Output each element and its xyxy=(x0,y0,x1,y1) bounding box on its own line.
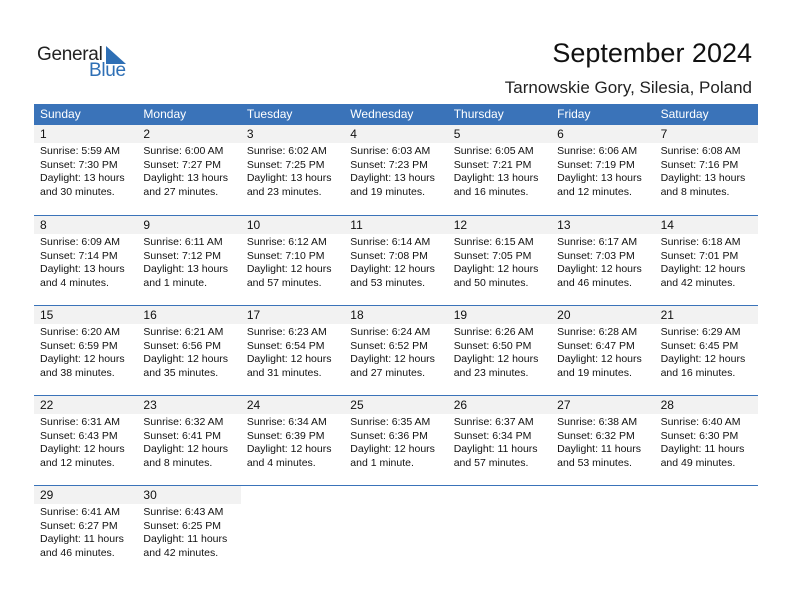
sunset-time: Sunset: 6:39 PM xyxy=(246,429,325,442)
daylight-hours: Daylight: 12 hours xyxy=(557,263,642,275)
calendar-grid xyxy=(34,104,758,575)
daylight-hours: Daylight: 12 hours xyxy=(246,263,332,275)
day-cell xyxy=(34,125,137,215)
day-number: 11 xyxy=(344,216,447,234)
week-row xyxy=(34,305,758,395)
day-details xyxy=(551,143,654,199)
day-number: 23 xyxy=(137,396,240,414)
daylight-minutes: and 27 minutes. xyxy=(350,366,425,379)
daylight-hours: Daylight: 13 hours xyxy=(40,263,125,275)
daylight-minutes: and 23 minutes. xyxy=(246,185,322,198)
daylight-minutes: and 12 minutes. xyxy=(40,456,115,469)
daylight-minutes: and 57 minutes. xyxy=(246,276,322,289)
sunset-time: Sunset: 7:10 PM xyxy=(246,249,325,262)
sunset-time: Sunset: 6:34 PM xyxy=(453,429,532,442)
day-cell xyxy=(551,125,654,215)
day-cell xyxy=(344,306,447,395)
daylight-hours: Daylight: 12 hours xyxy=(453,263,539,275)
day-details xyxy=(551,414,654,470)
day-number: 22 xyxy=(34,396,137,414)
day-cell xyxy=(137,486,240,575)
sunset-time: Sunset: 6:30 PM xyxy=(660,429,739,442)
day-details xyxy=(551,324,654,380)
sunset-time: Sunset: 7:19 PM xyxy=(557,158,635,171)
sunrise-time: Sunrise: 6:21 AM xyxy=(143,326,224,338)
weeks-container xyxy=(34,125,758,575)
day-details xyxy=(137,504,240,560)
day-details xyxy=(344,234,447,290)
sunrise-time: Sunrise: 6:32 AM xyxy=(143,416,224,428)
daylight-minutes: and 4 minutes. xyxy=(40,276,109,289)
sunset-time: Sunset: 6:54 PM xyxy=(246,339,325,352)
day-cell xyxy=(137,125,240,215)
day-details xyxy=(448,414,551,470)
sunset-time: Sunset: 7:30 PM xyxy=(40,158,118,171)
sunset-time: Sunset: 7:23 PM xyxy=(350,158,428,171)
daylight-minutes: and 8 minutes. xyxy=(660,185,730,198)
sunset-time: Sunset: 7:08 PM xyxy=(350,249,428,262)
sunrise-time: Sunrise: 6:41 AM xyxy=(40,506,120,518)
sunrise-time: Sunrise: 6:31 AM xyxy=(40,416,120,428)
daylight-hours: Daylight: 13 hours xyxy=(350,172,435,184)
day-cell xyxy=(344,125,447,215)
daylight-hours: Daylight: 12 hours xyxy=(350,443,435,455)
sunrise-time: Sunrise: 6:00 AM xyxy=(143,145,224,157)
daylight-hours: Daylight: 13 hours xyxy=(660,172,746,184)
daylight-minutes: and 35 minutes. xyxy=(143,366,219,379)
daylight-hours: Daylight: 13 hours xyxy=(143,263,229,275)
sunset-time: Sunset: 7:03 PM xyxy=(557,249,635,262)
day-number: 27 xyxy=(551,396,654,414)
sunrise-time: Sunrise: 6:26 AM xyxy=(453,326,534,338)
weekday-header-tuesday: Tuesday xyxy=(246,107,293,121)
sunset-time: Sunset: 7:25 PM xyxy=(246,158,325,171)
day-cell xyxy=(241,306,344,395)
day-cell xyxy=(448,306,551,395)
empty-day-cell xyxy=(344,486,447,575)
weekday-header-saturday: Saturday xyxy=(660,107,709,121)
daylight-minutes: and 49 minutes. xyxy=(660,456,736,469)
day-cell xyxy=(448,396,551,485)
calendar-location: Tarnowskie Gory, Silesia, Poland xyxy=(504,78,752,97)
day-number: 5 xyxy=(448,125,551,143)
day-cell xyxy=(241,396,344,485)
daylight-minutes: and 42 minutes. xyxy=(660,276,736,289)
empty-day-cell xyxy=(551,486,654,575)
sunrise-time: Sunrise: 6:38 AM xyxy=(557,416,638,428)
daylight-hours: Daylight: 11 hours xyxy=(557,443,641,455)
day-details xyxy=(344,324,447,380)
day-number: 29 xyxy=(34,486,137,504)
daylight-hours: Daylight: 11 hours xyxy=(143,533,228,545)
day-cell xyxy=(551,216,654,305)
day-details xyxy=(34,414,137,470)
day-number: 2 xyxy=(137,125,240,143)
sunrise-time: Sunrise: 6:02 AM xyxy=(246,145,327,157)
daylight-minutes: and 53 minutes. xyxy=(350,276,425,289)
brand-logo xyxy=(37,44,137,80)
day-cell xyxy=(241,216,344,305)
day-details xyxy=(655,324,758,380)
day-number: 24 xyxy=(241,396,344,414)
day-cell xyxy=(34,216,137,305)
daylight-minutes: and 42 minutes. xyxy=(143,546,219,559)
sunrise-time: Sunrise: 6:29 AM xyxy=(660,326,741,338)
day-details xyxy=(241,324,344,380)
sunset-time: Sunset: 6:56 PM xyxy=(143,339,222,352)
day-number: 28 xyxy=(655,396,758,414)
day-cell xyxy=(655,125,758,215)
day-cell xyxy=(344,396,447,485)
day-details xyxy=(137,143,240,199)
day-number: 16 xyxy=(137,306,240,324)
sunrise-time: Sunrise: 6:08 AM xyxy=(660,145,741,157)
brand-word-blue: Blue xyxy=(89,60,126,81)
sunrise-time: Sunrise: 6:43 AM xyxy=(143,506,224,518)
day-details xyxy=(241,414,344,470)
sunrise-time: Sunrise: 6:23 AM xyxy=(246,326,327,338)
sunrise-time: Sunrise: 6:05 AM xyxy=(453,145,534,157)
day-number: 30 xyxy=(137,486,240,504)
day-details xyxy=(241,234,344,290)
sunrise-time: Sunrise: 5:59 AM xyxy=(40,145,120,157)
daylight-minutes: and 19 minutes. xyxy=(350,185,425,198)
daylight-minutes: and 16 minutes. xyxy=(660,366,736,379)
sunset-time: Sunset: 6:27 PM xyxy=(40,519,118,532)
day-number: 10 xyxy=(241,216,344,234)
day-number: 8 xyxy=(34,216,137,234)
daylight-minutes: and 53 minutes. xyxy=(557,456,632,469)
daylight-minutes: and 4 minutes. xyxy=(246,456,316,469)
day-details xyxy=(241,143,344,199)
week-row xyxy=(34,395,758,485)
day-cell xyxy=(137,396,240,485)
sunset-time: Sunset: 6:50 PM xyxy=(453,339,532,352)
daylight-minutes: and 38 minutes. xyxy=(40,366,115,379)
sunrise-time: Sunrise: 6:34 AM xyxy=(246,416,327,428)
day-details xyxy=(137,414,240,470)
day-details xyxy=(137,234,240,290)
empty-day-cell xyxy=(241,486,344,575)
day-cell xyxy=(344,216,447,305)
sunset-time: Sunset: 7:12 PM xyxy=(143,249,222,262)
daylight-hours: Daylight: 11 hours xyxy=(453,443,538,455)
day-details xyxy=(655,143,758,199)
day-cell xyxy=(34,396,137,485)
sunset-time: Sunset: 7:27 PM xyxy=(143,158,222,171)
daylight-hours: Daylight: 12 hours xyxy=(557,353,642,365)
day-number: 3 xyxy=(241,125,344,143)
day-cell xyxy=(655,396,758,485)
sunrise-time: Sunrise: 6:15 AM xyxy=(453,236,534,248)
day-cell xyxy=(34,486,137,575)
day-cell xyxy=(241,125,344,215)
sunrise-time: Sunrise: 6:35 AM xyxy=(350,416,431,428)
daylight-hours: Daylight: 13 hours xyxy=(40,172,125,184)
daylight-hours: Daylight: 13 hours xyxy=(143,172,229,184)
sunrise-time: Sunrise: 6:12 AM xyxy=(246,236,327,248)
sunset-time: Sunset: 6:45 PM xyxy=(660,339,739,352)
day-cell xyxy=(551,396,654,485)
daylight-hours: Daylight: 12 hours xyxy=(143,443,229,455)
day-details xyxy=(137,324,240,380)
weekday-header-friday: Friday xyxy=(557,107,591,121)
sunrise-time: Sunrise: 6:18 AM xyxy=(660,236,741,248)
day-number: 15 xyxy=(34,306,137,324)
day-details xyxy=(448,143,551,199)
sunset-time: Sunset: 6:36 PM xyxy=(350,429,428,442)
daylight-hours: Daylight: 12 hours xyxy=(246,353,332,365)
day-number: 25 xyxy=(344,396,447,414)
day-cell xyxy=(655,306,758,395)
day-number: 6 xyxy=(551,125,654,143)
sunset-time: Sunset: 6:32 PM xyxy=(557,429,635,442)
sunset-time: Sunset: 7:14 PM xyxy=(40,249,118,262)
sunset-time: Sunset: 7:01 PM xyxy=(660,249,739,262)
day-details xyxy=(448,234,551,290)
daylight-minutes: and 50 minutes. xyxy=(453,276,529,289)
sunrise-time: Sunrise: 6:03 AM xyxy=(350,145,431,157)
day-number: 18 xyxy=(344,306,447,324)
sunrise-time: Sunrise: 6:09 AM xyxy=(40,236,120,248)
day-cell xyxy=(448,216,551,305)
sunset-time: Sunset: 7:16 PM xyxy=(660,158,739,171)
day-number: 4 xyxy=(344,125,447,143)
daylight-hours: Daylight: 12 hours xyxy=(453,353,539,365)
sunrise-time: Sunrise: 6:40 AM xyxy=(660,416,741,428)
sunrise-time: Sunrise: 6:20 AM xyxy=(40,326,120,338)
daylight-hours: Daylight: 13 hours xyxy=(557,172,642,184)
daylight-minutes: and 31 minutes. xyxy=(246,366,322,379)
day-details xyxy=(344,414,447,470)
daylight-minutes: and 8 minutes. xyxy=(143,456,213,469)
day-cell xyxy=(137,306,240,395)
sunset-time: Sunset: 6:59 PM xyxy=(40,339,118,352)
daylight-minutes: and 46 minutes. xyxy=(40,546,115,559)
sunset-time: Sunset: 6:41 PM xyxy=(143,429,222,442)
calendar-title: September 2024 xyxy=(552,38,752,68)
sunset-time: Sunset: 6:43 PM xyxy=(40,429,118,442)
week-row xyxy=(34,215,758,305)
sunset-time: Sunset: 6:47 PM xyxy=(557,339,635,352)
day-cell xyxy=(448,125,551,215)
sunrise-time: Sunrise: 6:06 AM xyxy=(557,145,638,157)
brand-word-general: General xyxy=(37,44,103,65)
weekday-header-thursday: Thursday xyxy=(453,107,504,121)
daylight-hours: Daylight: 12 hours xyxy=(40,443,125,455)
weekday-header-sunday: Sunday xyxy=(40,107,81,121)
sunrise-time: Sunrise: 6:14 AM xyxy=(350,236,431,248)
sunrise-time: Sunrise: 6:17 AM xyxy=(557,236,638,248)
daylight-minutes: and 19 minutes. xyxy=(557,366,632,379)
daylight-hours: Daylight: 12 hours xyxy=(350,353,435,365)
sunset-time: Sunset: 7:21 PM xyxy=(453,158,532,171)
sunset-time: Sunset: 6:25 PM xyxy=(143,519,222,532)
daylight-minutes: and 46 minutes. xyxy=(557,276,632,289)
empty-day-cell xyxy=(448,486,551,575)
day-number: 26 xyxy=(448,396,551,414)
day-number: 14 xyxy=(655,216,758,234)
day-details xyxy=(551,234,654,290)
day-number: 13 xyxy=(551,216,654,234)
daylight-minutes: and 1 minute. xyxy=(350,456,414,469)
weekday-header-wednesday: Wednesday xyxy=(350,107,414,121)
daylight-hours: Daylight: 13 hours xyxy=(453,172,539,184)
empty-day-cell xyxy=(655,486,758,575)
daylight-minutes: and 16 minutes. xyxy=(453,185,529,198)
day-number: 1 xyxy=(34,125,137,143)
day-number: 21 xyxy=(655,306,758,324)
day-details xyxy=(655,414,758,470)
day-details xyxy=(344,143,447,199)
day-cell xyxy=(34,306,137,395)
daylight-hours: Daylight: 12 hours xyxy=(246,443,332,455)
day-cell xyxy=(137,216,240,305)
day-number: 19 xyxy=(448,306,551,324)
weekday-header-monday: Monday xyxy=(143,107,187,121)
day-number: 17 xyxy=(241,306,344,324)
week-row xyxy=(34,125,758,215)
daylight-hours: Daylight: 12 hours xyxy=(143,353,229,365)
day-cell xyxy=(655,216,758,305)
day-details xyxy=(34,234,137,290)
daylight-minutes: and 27 minutes. xyxy=(143,185,219,198)
daylight-minutes: and 30 minutes. xyxy=(40,185,115,198)
day-cell xyxy=(551,306,654,395)
day-number: 9 xyxy=(137,216,240,234)
daylight-hours: Daylight: 12 hours xyxy=(40,353,125,365)
daylight-hours: Daylight: 11 hours xyxy=(40,533,124,545)
daylight-minutes: and 57 minutes. xyxy=(453,456,529,469)
daylight-minutes: and 12 minutes. xyxy=(557,185,632,198)
daylight-hours: Daylight: 12 hours xyxy=(660,263,746,275)
sunrise-time: Sunrise: 6:37 AM xyxy=(453,416,534,428)
sunrise-time: Sunrise: 6:28 AM xyxy=(557,326,638,338)
daylight-hours: Daylight: 12 hours xyxy=(350,263,435,275)
daylight-hours: Daylight: 12 hours xyxy=(660,353,746,365)
day-number: 7 xyxy=(655,125,758,143)
day-details xyxy=(448,324,551,380)
sunset-time: Sunset: 7:05 PM xyxy=(453,249,532,262)
daylight-hours: Daylight: 13 hours xyxy=(246,172,332,184)
sunrise-time: Sunrise: 6:11 AM xyxy=(143,236,223,248)
sunrise-time: Sunrise: 6:24 AM xyxy=(350,326,431,338)
week-row xyxy=(34,485,758,575)
day-details xyxy=(34,324,137,380)
weekday-header-row xyxy=(34,104,758,125)
daylight-minutes: and 1 minute. xyxy=(143,276,208,289)
day-details xyxy=(34,143,137,199)
day-details xyxy=(655,234,758,290)
day-number: 12 xyxy=(448,216,551,234)
daylight-minutes: and 23 minutes. xyxy=(453,366,529,379)
daylight-hours: Daylight: 11 hours xyxy=(660,443,745,455)
day-number: 20 xyxy=(551,306,654,324)
sunset-time: Sunset: 6:52 PM xyxy=(350,339,428,352)
day-details xyxy=(34,504,137,560)
